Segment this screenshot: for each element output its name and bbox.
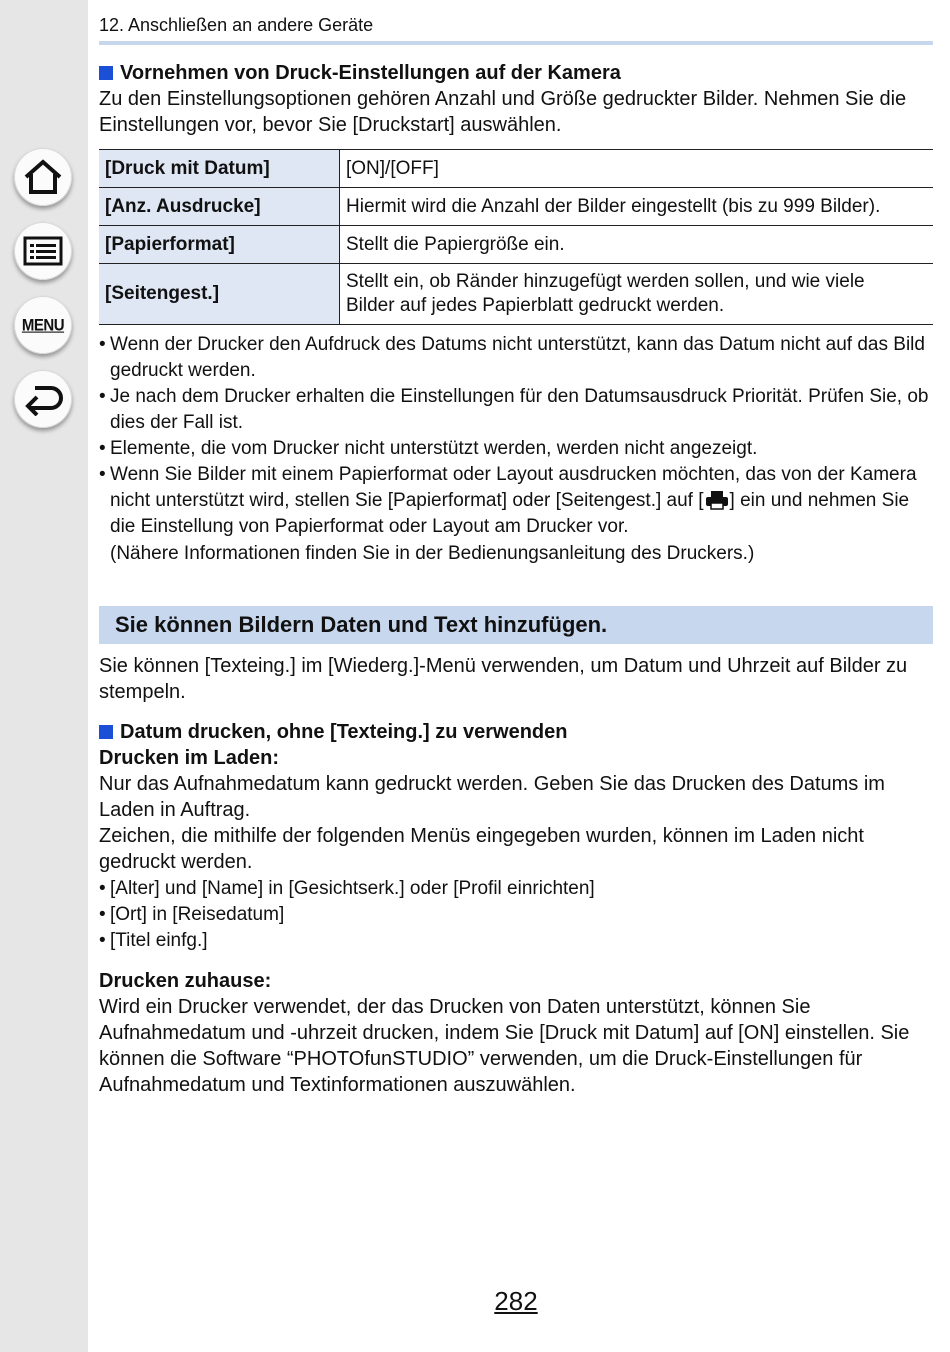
table-of-contents-icon (23, 236, 63, 266)
table-row (99, 264, 933, 325)
setting-value: Stellt die Papiergröße ein. (340, 226, 934, 264)
back-icon (23, 382, 63, 416)
setting-value: Hiermit wird die Anzahl der Bilder eingestellt (bis zu 999 Bilder). (340, 188, 934, 226)
section-intro: Sie können [Texteing.] im [Wiederg.]-Menü verwenden, um Datum und Uhrzeit auf Bilder zu stempeln. (99, 655, 908, 703)
home-icon (23, 159, 63, 195)
print-settings-intro: Zu den Einstellungsoptionen gehören Anzahl und Größe gedruckter Bilder. Nehmen Sie die Einstellungen vor, bevor Sie [Druckstart] auswählen. (99, 88, 907, 136)
back-button[interactable] (14, 370, 72, 428)
setting-value: Stellt ein, ob Ränder hinzugefügt werden sollen, und wie viele Bilder auf jedes Papierblatt gedruckt werden. (340, 264, 934, 325)
shop-print-para1: Nur das Aufnahmedatum kann gedruckt werden. Geben Sie das Drucken des Datums im Laden in Auftrag. (99, 773, 885, 821)
table-row (99, 188, 933, 226)
shop-print-para2: Zeichen, die mithilfe der folgenden Menüs eingegeben wurden, können im Laden nicht gedruckt werden. (99, 825, 864, 873)
setting-value: [ON]/[OFF] (340, 150, 934, 188)
shop-print-list (99, 876, 933, 954)
table-row (99, 226, 933, 264)
list-item: • [Alter] und [Name] in [Gesichtserk.] oder [Profil einrichten] (99, 876, 933, 902)
list-item: • Wenn Sie Bilder mit einem Papierformat oder Layout ausdrucken möchten, das von der Kamera nicht unterstützt wird, stellen Sie [Papierformat] oder [Seitengest.] auf [ ] ein und nehmen Sie die Einstellung von Papierformat oder Layout am Drucker vor. (99, 462, 933, 540)
section-heading: Sie können Bildern Daten und Text hinzufügen. (99, 606, 933, 644)
print-settings-heading: Vornehmen von Druck-Einstellungen auf der Kamera (99, 60, 933, 86)
home-print-label: Drucken zuhause: (99, 970, 272, 992)
chapter-title: 12. Anschließen an andere Geräte (99, 15, 374, 35)
shop-print-label: Drucken im Laden: (99, 747, 280, 769)
sidebar (0, 0, 88, 1352)
print-notes-list (99, 332, 933, 540)
settings-table (99, 149, 933, 325)
list-item: • Elemente, die vom Drucker nicht unterstützt werden, werden nicht angezeigt. (99, 436, 933, 462)
list-item: • [Titel einfg.] (99, 928, 933, 954)
setting-key: [Papierformat] (99, 226, 340, 264)
table-row (99, 150, 933, 188)
page-number: 282 (494, 1286, 538, 1316)
home-print-para: Wird ein Drucker verwendet, der das Drucken von Daten unterstützt, können Sie Aufnahmedatum und -uhrzeit drucken, indem Sie [Druck mit Datum] auf [ON] einstellen. Sie können die Software “PHOTOfunSTUDIO” verwenden, um die Druck-Einstellungen für Aufnahmedatum und Textinformationen auszuwählen. (99, 996, 910, 1096)
date-print-heading: Datum drucken, ohne [Texteing.] zu verwenden (99, 719, 933, 745)
setting-key: [Anz. Ausdrucke] (99, 188, 340, 226)
list-item: • [Ort] in [Reisedatum] (99, 902, 933, 928)
setting-key: [Druck mit Datum] (99, 150, 340, 188)
square-bullet-icon (99, 66, 113, 80)
home-button[interactable] (14, 148, 72, 206)
chapter-divider (99, 41, 933, 45)
toc-button[interactable] (14, 222, 72, 280)
setting-key: [Seitengest.] (99, 264, 340, 325)
square-bullet-icon (99, 725, 113, 739)
menu-label: MENU (21, 315, 65, 335)
list-item: • Je nach dem Drucker erhalten die Einstellungen für den Datumsausdruck Priorität. Prüfen Sie, ob dies der Fall ist. (99, 384, 933, 436)
printer-manual-note: (Nähere Informationen finden Sie in der Bedienungsanleitung des Druckers.) (110, 543, 755, 564)
list-item: • Wenn der Drucker den Aufdruck des Datums nicht unterstützt, kann das Datum nicht auf das Bild gedruckt werden. (99, 332, 933, 384)
menu-button[interactable] (14, 296, 72, 354)
printer-icon (705, 490, 729, 510)
